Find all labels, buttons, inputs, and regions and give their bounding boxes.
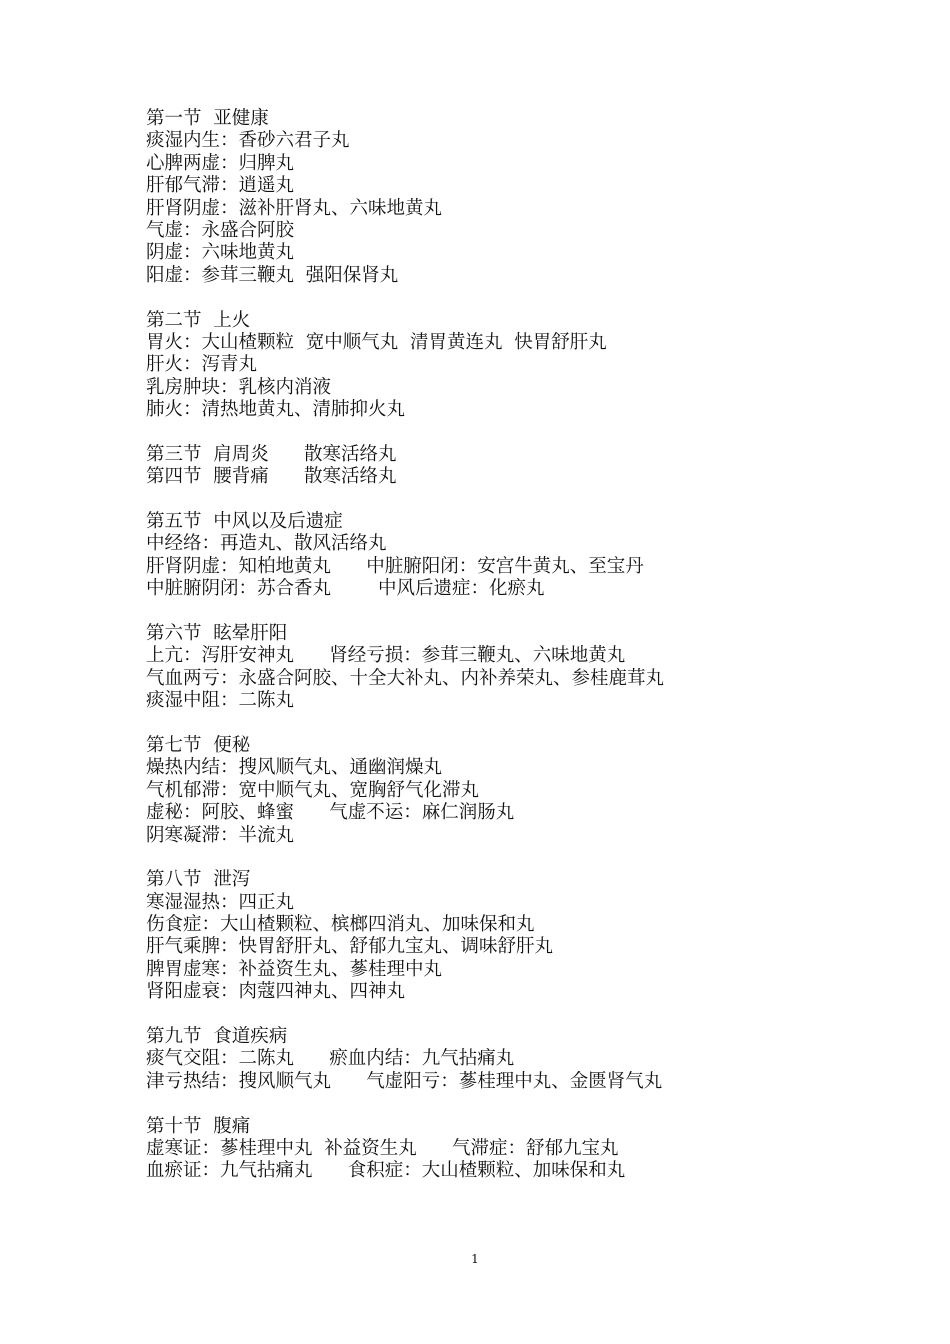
section-title: 第三节 肩周炎 散寒活络丸	[146, 443, 397, 465]
section	[146, 511, 906, 601]
section-line: 气虚：永盛合阿胶	[146, 219, 295, 241]
section	[146, 444, 906, 489]
section-line: 肝郁气滞：逍遥丸	[146, 175, 295, 197]
section-line: 痰湿中阻：二陈丸	[146, 690, 295, 712]
section	[146, 108, 906, 287]
section-line: 肾阳虚衰：肉蔻四神丸、四神丸	[146, 981, 406, 1003]
section-line: 脾胃虚寒：补益资生丸、蔘桂理中丸	[146, 958, 443, 980]
section-line: 中经络：再造丸、散风活络丸	[146, 533, 387, 555]
section-line: 燥热内结：搜风顺气丸、通幽润燥丸	[146, 757, 443, 779]
section-title: 第九节 食道疾病	[146, 1026, 288, 1048]
document-content	[146, 108, 906, 1205]
section-line: 虚寒证：蔘桂理中丸 补益资生丸 气滞症：舒郁九宝丸	[146, 1137, 619, 1159]
section	[146, 735, 906, 847]
section-line: 肝肾阴虚：滋补肝肾丸、六味地黄丸	[146, 197, 443, 219]
section-line: 肝气乘脾：快胃舒肝丸、舒郁九宝丸、调味舒肝丸	[146, 936, 554, 958]
section-line: 虚秘：阿胶、蜂蜜 气虚不运：麻仁润肠丸	[146, 802, 515, 824]
section-line: 阳虚：参茸三鞭丸 强阳保肾丸	[146, 264, 399, 286]
section-title: 第一节 亚健康	[146, 108, 269, 129]
section	[146, 623, 906, 713]
section-line: 中脏腑阴闭：苏合香丸 中风后遗症：化瘀丸	[146, 578, 545, 600]
section-line: 乳房肿块：乳核内消液	[146, 376, 332, 398]
section-line: 气机郁滞：宽中顺气丸、宽胸舒气化滞丸	[146, 779, 480, 801]
section-title: 第十节 腹痛	[146, 1115, 251, 1137]
section-line: 血瘀证：九气拈痛丸 食积症：大山楂颗粒、加味保和丸	[146, 1160, 626, 1182]
section-line: 寒湿湿热：四正丸	[146, 891, 295, 913]
section-line: 肝肾阴虚：知柏地黄丸 中脏腑阳闭：安宫牛黄丸、至宝丹	[146, 555, 644, 577]
section-line: 上亢：泻肝安神丸 肾经亏损：参茸三鞭丸、六味地黄丸	[146, 645, 626, 667]
section-line: 第四节 腰背痛 散寒活络丸	[146, 466, 397, 488]
section-line: 痰气交阻：二陈丸 瘀血内结：九气拈痛丸	[146, 1048, 515, 1070]
page-number: 1	[471, 1252, 479, 1266]
section-line: 津亏热结：搜风顺气丸 气虚阳亏：蔘桂理中丸、金匮肾气丸	[146, 1070, 663, 1092]
section	[146, 310, 906, 422]
section-line: 肺火：清热地黄丸、清肺抑火丸	[146, 399, 406, 421]
section-line: 胃火：大山楂颗粒 宽中顺气丸 清胃黄连丸 快胃舒肝丸	[146, 331, 607, 353]
section	[146, 1026, 906, 1093]
section-line: 阴寒凝滞：半流丸	[146, 824, 295, 846]
section-title: 第八节 泄泻	[146, 869, 251, 891]
section-line: 肝火：泻青丸	[146, 354, 258, 376]
section-line: 痰湿内生：香砂六君子丸	[146, 130, 350, 152]
section-title: 第二节 上火	[146, 309, 251, 331]
section-line: 气血两亏：永盛合阿胶、十全大补丸、内补养荣丸、参桂鹿茸丸	[146, 667, 665, 689]
section-title: 第五节 中风以及后遗症	[146, 511, 343, 533]
section-line: 伤食症：大山楂颗粒、槟榔四消丸、加味保和丸	[146, 914, 535, 936]
section-line: 心脾两虚：归脾丸	[146, 152, 295, 174]
section-line: 阴虚：六味地黄丸	[146, 242, 295, 264]
section	[146, 869, 906, 1003]
section-title: 第七节 便秘	[146, 734, 251, 756]
section	[146, 1116, 906, 1183]
section-title: 第六节 眩晕肝阳	[146, 622, 288, 644]
